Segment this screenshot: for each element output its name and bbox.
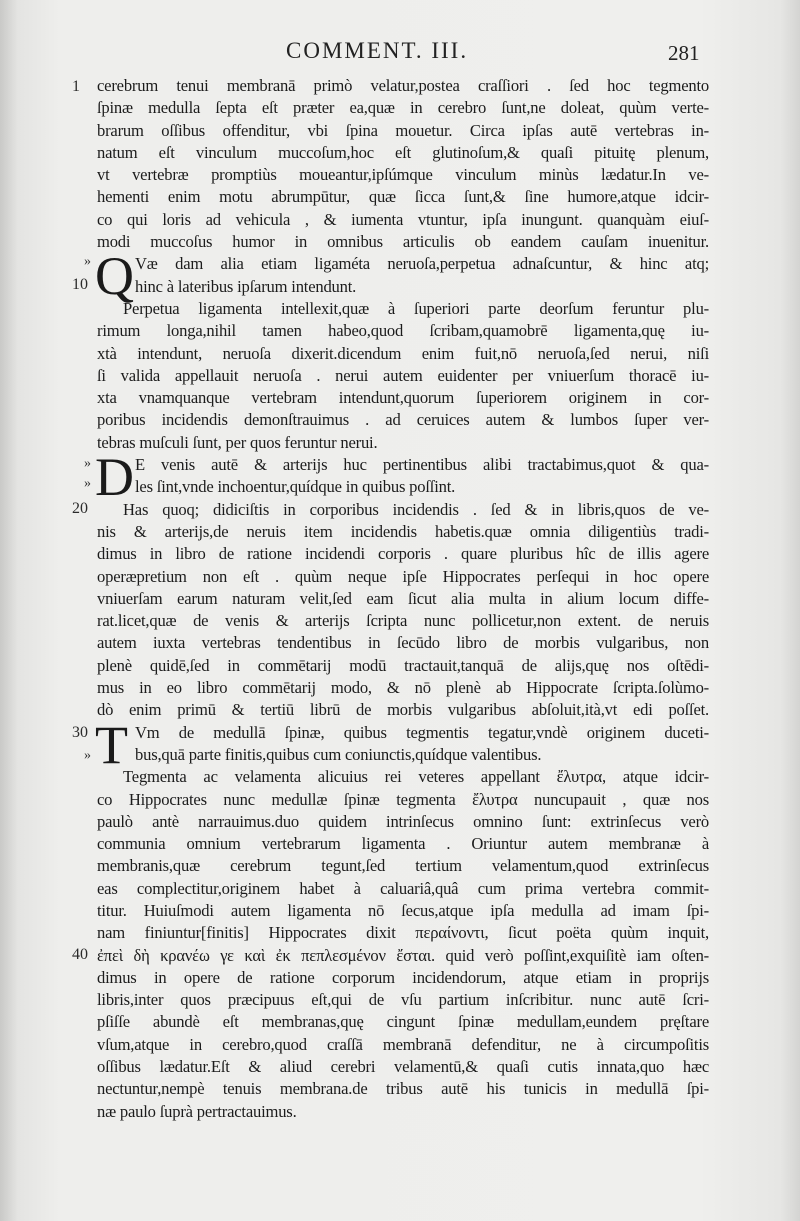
text-line: tebras muſculi ſunt, per quos feruntur nerui.: [97, 432, 378, 452]
margin-quote-mark: »: [84, 456, 91, 471]
text-line: mus in eo libro commētarij modo, & nō plenè ab Hippocrate ſcripta.ſolùmo-: [97, 678, 709, 698]
text-line: autem iuxta vertebras tendentibus in ſecūdo libro de morbis vulgaribus, non: [97, 633, 709, 653]
text-line: membranis,quæ cerebrum tegunt,ſed tertium velamentum,quod extrinſecus: [97, 856, 709, 876]
text-line: plenè quidē,ſed in commētarij modū tractauit,tanquā de alijs,quę nos oſtēdi-: [97, 655, 709, 675]
text-line: poribus incidendis demonſtrauimus . ad ceruices autem & lumbos ſuper ver-: [97, 410, 709, 430]
text-line: Has quoq; didiciſtis in corporibus incidendis . ſed & in libris,quos de ve-: [123, 499, 709, 519]
text-line: libris,inter quos præcipuus eſt,qui de vſu partium inſcribitur. nunc autē ſcri-: [97, 990, 709, 1010]
margin-line-number: 20: [72, 500, 88, 517]
text-line: Vm de medullā ſpinæ, quibus tegmentis tegatur,vndè originem duceti-: [135, 722, 709, 742]
text-line: les ſint,vnde inchoentur,quídque in quibus poſſint.: [135, 477, 456, 497]
text-line: brarum oſſibus offenditur, vbi ſpina mouetur. Circa ipſas autē vertebras in-: [97, 120, 709, 140]
text-line: dò enim primū & tertiū librū de morbis vulgaribus abſoluit,ità,vt edi poſſet.: [97, 700, 709, 720]
text-line: rimum longa,nihil tamen habeo,quod ſcribam,quamobrē ligamenta,quę iu-: [97, 321, 709, 341]
paragraph-commentary-1: [97, 75, 709, 253]
text-line: næ paulo ſuprà pertractauimus.: [97, 1101, 297, 1121]
text-line: titur. Huiuſmodi autem ligamenta nō ſecus,atque ipſa medulla ad imam ſpi-: [97, 900, 709, 920]
text-line: communia omnium vertebrarum ligamenta . Oriuntur autem membranæ à: [97, 834, 709, 854]
text-line: cerebrum tenui membranā primò velatur,postea craſſiori . ſed hoc tegmento: [97, 76, 709, 95]
margin-line-number: 30: [72, 724, 88, 741]
margin-line-number: 10: [72, 276, 88, 293]
text-line: natum eſt vinculum muccoſum,hoc eſt glutinoſum,& quaſi pituitę plenum,: [97, 142, 709, 162]
paragraph-commentary-3: [97, 499, 709, 722]
paragraph-hippocrates-quote-2: [95, 447, 709, 508]
text-line: co qui loris ad vehicula , & iumenta vtuntur, ipſa inungunt. quanquàm eiuſ-: [97, 209, 709, 229]
text-line: nis & arterijs,de neruis item incidendis habetis.quæ omnia diligentiùs tradi-: [97, 521, 709, 541]
text-line: operæpretium non eſt . quùm neque ipſe Hippocrates perſequi in hoc opere: [97, 566, 709, 586]
body-text: [97, 75, 709, 1123]
text-line: E venis autē & arterijs huc pertinentibus alibi tractabimus,quot & qua-: [135, 455, 709, 475]
margin-line-number: 40: [72, 946, 88, 963]
text-line: dimus in libro de ratione incidendi corporis . quare pluribus hîc de illis agere: [97, 544, 709, 564]
drop-cap: D: [95, 447, 134, 508]
margin-quote-mark: »: [84, 476, 91, 491]
text-line: vſum,atque in cerebro,quod craſſā membranā defenditur, ne à circumpoſitis: [97, 1034, 709, 1054]
text-line: rat.licet,quæ de venis & arterijs ſcripta nunc pollicetur,non extent. de neruis: [97, 611, 709, 631]
paragraph-hippocrates-quote-1: [95, 246, 709, 307]
text-line: xta vnamquanque vertebram intendunt,quorum ſuperiorem originem in cor-: [97, 388, 709, 408]
paragraph-commentary-2: [97, 298, 709, 454]
text-line: nectuntur,nempè tenuis membrana.de tribus autē his tunicis in medullā ſpi-: [97, 1079, 709, 1099]
text-line: vt vertebræ promptiùs moueantur,ipſúmque vinculum minùs lædatur.In ve-: [97, 165, 709, 185]
text-line: paulò antè narrauimus.duo quidem intrinſecus omnino ſunt: extrinſecus verò: [97, 811, 709, 831]
text-line: bus,quā parte finitis,quibus cum coniunctis,quídque valentibus.: [135, 744, 542, 764]
page-header: [0, 38, 800, 68]
text-line: ἐπεὶ δὴ κρανέω γε καὶ ἐκ πεπλεσμένον ἔσται. quid verò poſſint,exquiſitè iam oſten-: [97, 945, 709, 965]
text-line: eas complectitur,originem habet à caluariâ,quâ cum prima vertebra commit-: [97, 878, 709, 898]
margin-line-number: 1: [72, 78, 80, 95]
text-line: dimus in opere de ratione corporum incidendorum, atque etiam in proprijs: [97, 967, 709, 987]
page-number: 281: [668, 41, 700, 65]
text-line: hinc à lateribus ipſarum intendunt.: [135, 276, 357, 296]
text-line: pſiſſe abundè eſt membranas,quę cingunt ſpinæ medullam,eundem pręſtare: [97, 1012, 709, 1032]
text-line: Væ dam alia etiam ligaméta neruoſa,perpetua adnaſcuntur, & hinc atq;: [135, 254, 709, 274]
running-head: COMMENT. III.: [286, 38, 469, 63]
paragraph-hippocrates-quote-3: [95, 714, 709, 775]
drop-cap: Q: [95, 246, 134, 307]
text-line: Perpetua ligamenta intellexit,quæ à ſuperiori parte deorſum feruntur plu-: [123, 298, 709, 318]
text-line: modi muccoſus humor in omnibus articulis ob eandem cauſam inuenitur.: [97, 232, 709, 252]
text-line: oſſibus lædatur.Eſt & aliud cerebri velamentū,& quaſi cutis innata,quo hæc: [97, 1057, 709, 1077]
text-line: xtà intendunt, neruoſa dixerit.dicendum enim fuit,nō neruoſa,ſed nerui, niſi: [97, 343, 709, 363]
margin-quote-mark: »: [84, 254, 91, 269]
text-line: nam finiuntur[finitis] Hippocrates dixit περαίνοντι, ſicut poëta quùm inquit,: [97, 923, 709, 943]
text-line: co Hippocrates nunc medullæ ſpinæ tegmenta ἔλυτρα nuncupauit , quæ nos: [97, 789, 709, 809]
text-line: vniuerſam earum naturam velit,ſed eam ſicut alia multa in alium locum diffe-: [97, 588, 709, 608]
text-line: hementi enim motu abrumpūtur, quæ ſicca ſunt,& ſine humore,atque idcir-: [97, 187, 709, 207]
paragraph-commentary-4: [97, 766, 709, 1123]
text-line: ſi valida appellauit neruoſa . nerui autem euidenter per vniuerſum thoracē iu-: [97, 365, 709, 385]
text-line: ſpinæ medulla ſepta eſt præter ea,quæ in cerebro ſunt,ne doleat, quùm verte-: [97, 98, 709, 118]
text-line: Tegmenta ac velamenta alicuius rei veteres appellant ἔλυτρα, atque idcir-: [123, 767, 709, 787]
margin-quote-mark: »: [84, 748, 91, 763]
drop-cap: T: [95, 714, 128, 775]
